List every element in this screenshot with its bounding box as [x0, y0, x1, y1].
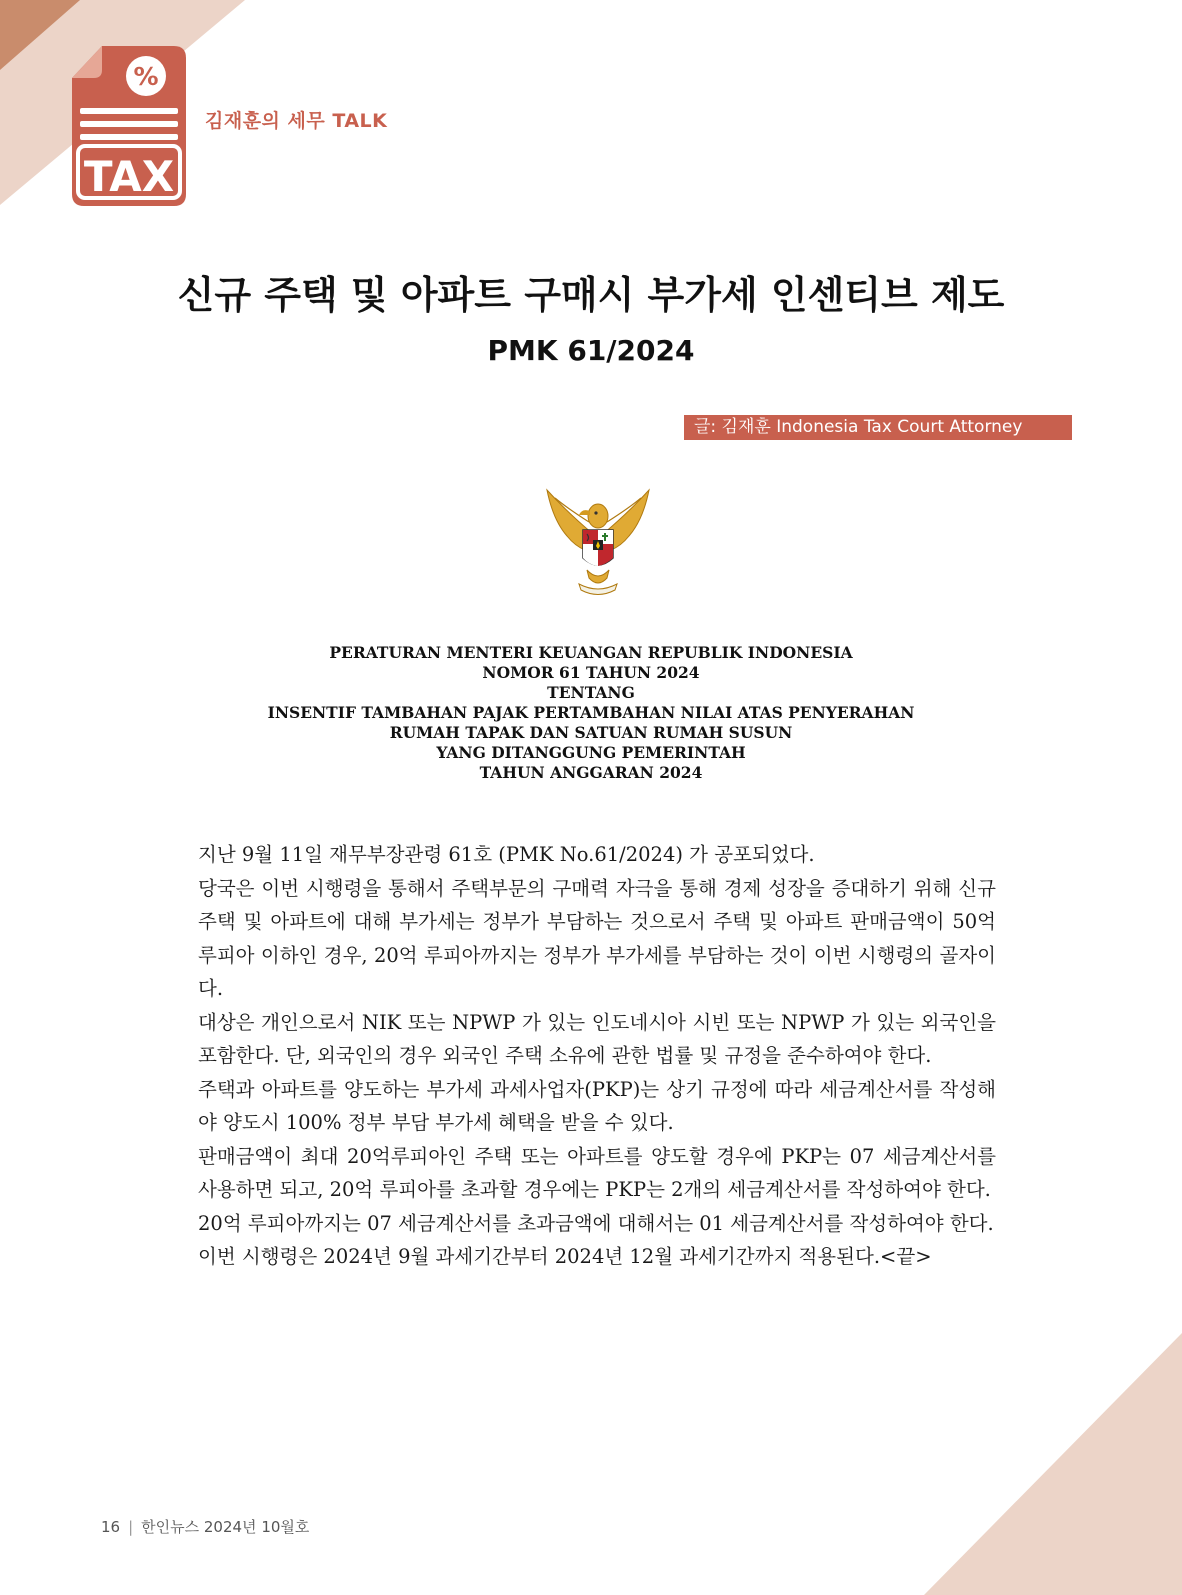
- article-subtitle: PMK 61/2024: [487, 334, 695, 367]
- percent-symbol: %: [133, 62, 159, 91]
- article-body: [198, 838, 996, 1274]
- body-paragraph: 이번 시행령은 2024년 9월 과세기간부터 2024년 12월 과세기간까지 적용된다.<끝>: [198, 1245, 932, 1268]
- body-paragraph: 대상은 개인으로서 NIK 또는 NPWP 가 있는 인도네시아 시빈 또는 NPWP 가 있는 외국인을 포함한다. 단, 외국인의 경우 외국인 주택 소유에 관한 법률 및 규정을 준수하여야 한다.: [198, 1010, 996, 1067]
- garuda-emblem-icon: [545, 486, 651, 600]
- body-paragraph: 20억 루피아까지는 07 세금계산서를 초과금액에 대해서는 01 세금계산서를 작성하여야 한다.: [198, 1211, 994, 1235]
- regulation-line: INSENTIF TAMBAHAN PAJAK PERTAMBAHAN NILAI ATAS PENYERAHAN: [267, 703, 915, 722]
- body-paragraph: 주택과 아파트를 양도하는 부가세 과세사업자(PKP)는 상기 규정에 따라 세금계산서를 작성해야 양도시 100% 정부 부담 부가세 혜택을 받을 수 있다.: [198, 1077, 996, 1134]
- tax-icon-label: TAX: [83, 152, 175, 201]
- page-number: 16: [101, 1518, 121, 1536]
- regulation-heading: [0, 643, 1182, 783]
- series-label: 김재훈의 세무 TALK: [205, 110, 388, 132]
- author-byline: 글: 김재훈 Indonesia Tax Court Attorney: [684, 415, 1072, 440]
- body-paragraph: 당국은 이번 시행령을 통해서 주택부문의 구매력 자극을 통해 경제 성장을 증대하기 위해 신규 주택 및 아파트에 대해 부가세는 정부가 부담하는 것으로서 주택 및 아파트 판매금액이 50억 루피아 이하인 경우, 20억 루피아까지는 정부가 부가세를 부담하는 것이 이번 시행령의 골자이다.: [198, 876, 996, 1000]
- regulation-line: RUMAH TAPAK DAN SATUAN RUMAH SUSUN: [389, 723, 793, 742]
- regulation-line: TAHUN ANGGARAN 2024: [479, 763, 703, 782]
- body-paragraph: 판매금액이 최대 20억루피아인 주택 또는 아파트를 양도할 경우에 PKP는 07 세금계산서를 사용하면 되고, 20억 루피아를 초과할 경우에는 PKP는 2개의 세금계산서를 작성하여야 한다.: [198, 1144, 996, 1201]
- regulation-line: NOMOR 61 TAHUN 2024: [482, 663, 700, 682]
- body-paragraph: 지난 9월 11일 재무부장관령 61호 (PMK No.61/2024) 가 공포되었다.: [198, 843, 815, 866]
- regulation-line: YANG DITANGGUNG PEMERINTAH: [436, 743, 746, 762]
- publication-name: 한인뉴스 2024년 10월호: [141, 1518, 310, 1536]
- regulation-line: TENTANG: [547, 683, 635, 702]
- corner-decoration-bottom-right: [924, 1333, 1182, 1595]
- regulation-line: PERATURAN MENTERI KEUANGAN REPUBLIK INDONESIA: [329, 643, 853, 662]
- article-title: 신규 주택 및 아파트 구매시 부가세 인센티브 제도: [177, 273, 1005, 317]
- tax-document-icon: [70, 44, 188, 209]
- corner-decoration-top-left-accent: [0, 0, 80, 70]
- page-footer: [101, 1516, 309, 1537]
- footer-separator: |: [128, 1518, 134, 1536]
